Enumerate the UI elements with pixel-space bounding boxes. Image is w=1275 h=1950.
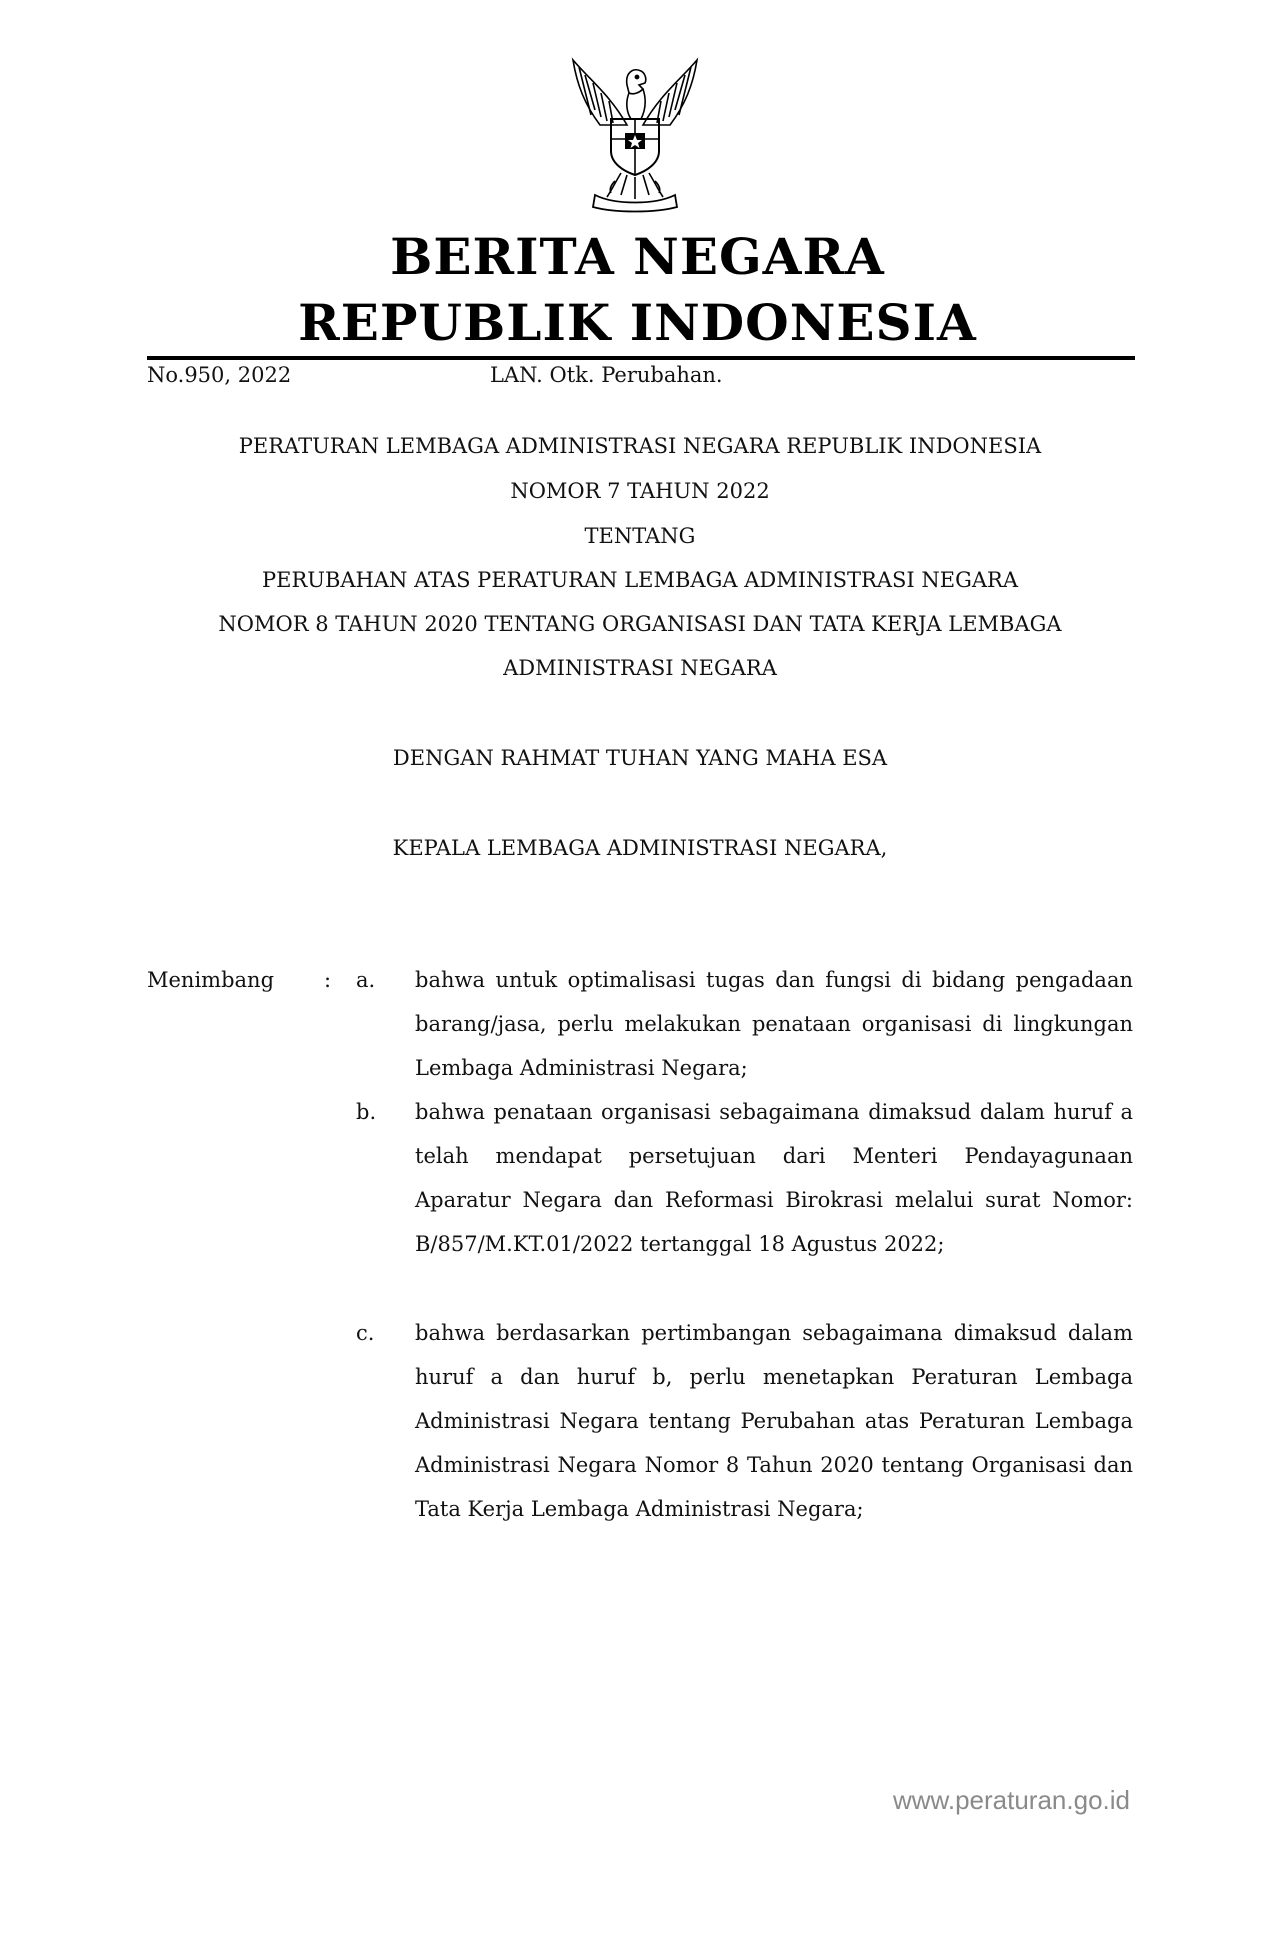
- gazette-number: No.950, 2022: [147, 363, 292, 387]
- regulation-tentang: TENTANG: [584, 524, 696, 548]
- gazette-title-line-1: BERITA NEGARA: [390, 227, 885, 286]
- gazette-title-line-2: REPUBLIK INDONESIA: [298, 293, 977, 352]
- considering-label: Menimbang: [147, 968, 275, 992]
- regulation-subject-line-2: NOMOR 8 TAHUN 2020 TENTANG ORGANISASI DAN TATA KERJA LEMBAGA: [218, 612, 1062, 636]
- considering-colon: :: [324, 968, 332, 992]
- considering-item-a: bahwa untuk optimalisasi tugas dan fungsi di bidang pengadaan barang/jasa, perlu melakukan penataan organisasi di lingkungan Lembaga Administrasi Negara;: [415, 968, 1133, 1080]
- regulation-subject-line-1: PERUBAHAN ATAS PERATURAN LEMBAGA ADMINISTRASI NEGARA: [261, 568, 1019, 592]
- header-rule: [147, 356, 1135, 360]
- item-letter-c: c.: [356, 1321, 375, 1345]
- regulation-subject-line-3: ADMINISTRASI NEGARA: [503, 656, 777, 680]
- source-watermark: www.peraturan.go.id: [892, 1785, 1130, 1815]
- issuing-authority: KEPALA LEMBAGA ADMINISTRASI NEGARA,: [392, 836, 888, 860]
- considering-item-c: bahwa berdasarkan pertimbangan sebagaimana dimaksud dalam huruf a dan huruf b, perlu menetapkan Peraturan Lembaga Administrasi Negara tentang Perubahan atas Peraturan Lembaga Administrasi Negara Nomor 8 Tahun 2020 tentang Organisasi dan Tata Kerja Lembaga Administrasi Negara;: [415, 1321, 1133, 1521]
- item-letter-a: a.: [356, 968, 376, 992]
- invocation: DENGAN RAHMAT TUHAN YANG MAHA ESA: [392, 746, 888, 770]
- regulation-number: NOMOR 7 TAHUN 2022: [510, 479, 770, 503]
- regulation-title-line-1: PERATURAN LEMBAGA ADMINISTRASI NEGARA REPUBLIK INDONESIA: [238, 434, 1042, 458]
- item-letter-b: b.: [356, 1100, 377, 1124]
- garuda-emblem-icon: [555, 55, 715, 215]
- considering-item-b: bahwa penataan organisasi sebagaimana dimaksud dalam huruf a telah mendapat persetujuan dari Menteri Pendayagunaan Aparatur Negara dan Reformasi Birokrasi melalui surat Nomor: B/857/M.KT.01/2022 tertanggal 18 Agustus 2022;: [415, 1100, 1133, 1256]
- gazette-category: LAN. Otk. Perubahan.: [490, 363, 723, 387]
